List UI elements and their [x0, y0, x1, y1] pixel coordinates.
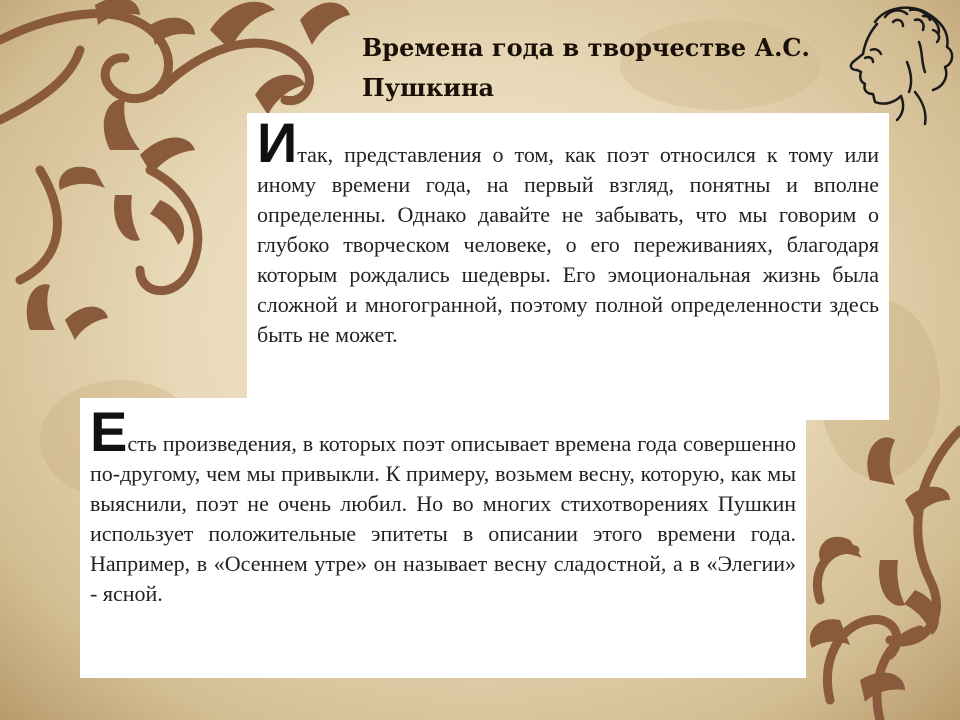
paragraph-spring — [90, 400, 796, 609]
drop-cap: Е — [90, 400, 128, 463]
pushkin-portrait-icon — [815, 2, 960, 127]
text-box-spring — [80, 398, 806, 678]
page-title: Времена года в творчестве А.С. Пушкина — [362, 33, 810, 102]
paragraph-text: сть произведения, в которых поэт описывает времена года совершенно по-другому, чем мы привыкли. К примеру, возьмем весну, которую, как мы выяснили, поэт не очень любил. Но во многих стихотворениях Пушкин использует положительные эпитеты в описании этого времени года. Например, в «Осеннем утре» он называет весну сладостной, а в «Элегии» - ясной. — [90, 431, 796, 606]
paragraph-text: так, представления о том, как поэт относился к тому или иному времени года, на первый взгляд, понятны и вполне определенны. Однако давайте не забывать, что мы говорим о глубоко творческом человеке, о его переживаниях, благодаря которым рождались шедевры. Его эмоциональная жизнь была сложной и многогранной, поэтому полной определенности здесь быть не может. — [257, 142, 879, 347]
drop-cap: И — [257, 111, 298, 174]
text-box-intro — [247, 113, 889, 420]
paragraph-intro — [257, 111, 879, 350]
